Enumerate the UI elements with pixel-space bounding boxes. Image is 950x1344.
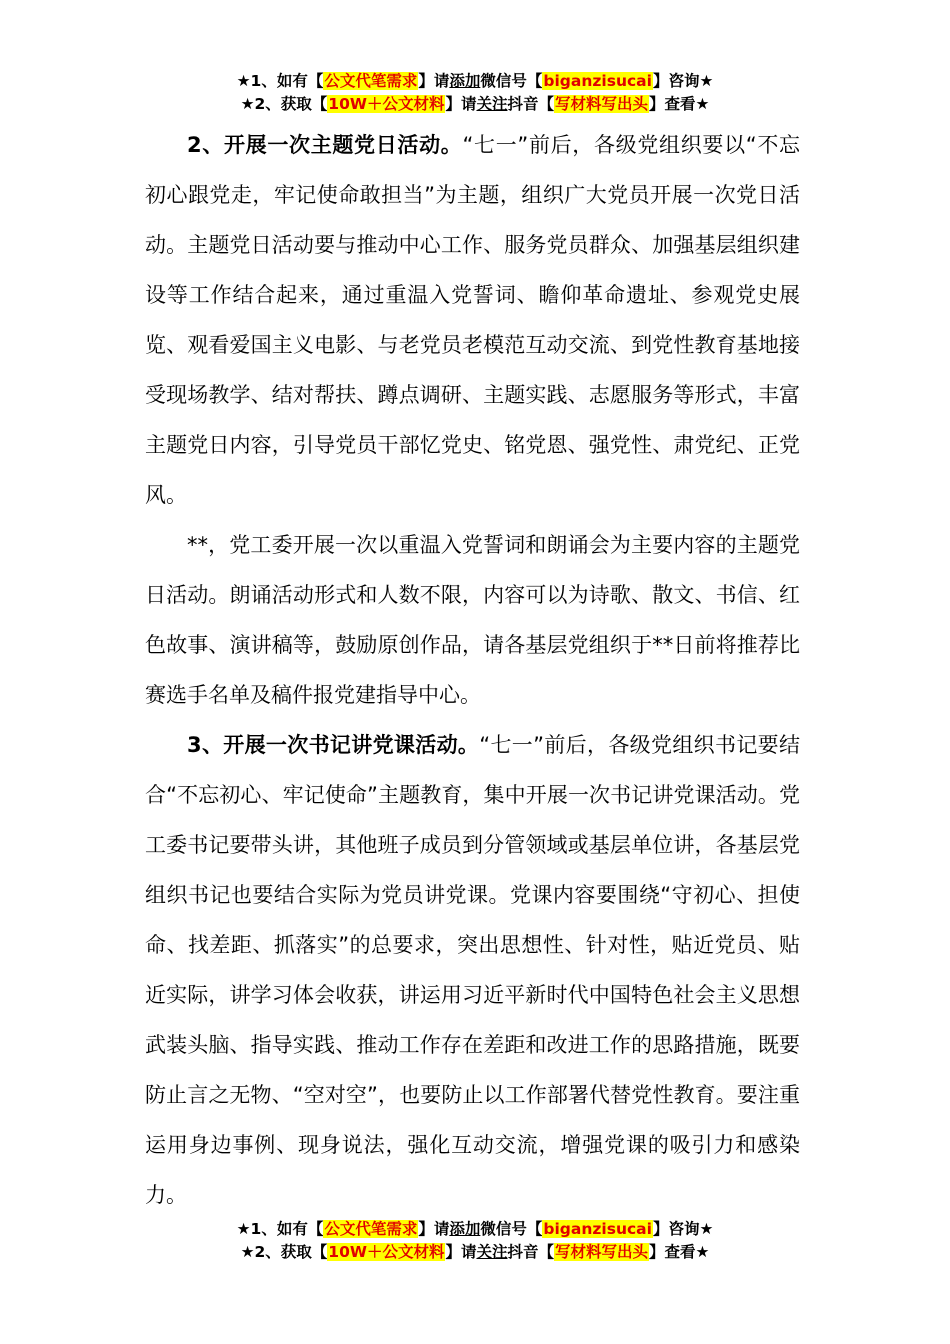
highlight-text: 写材料写出头 — [555, 1243, 649, 1261]
section-heading: 3、开展一次书记讲党课活动。 — [187, 733, 480, 757]
promo-footer — [0, 1218, 950, 1264]
promo-line-1: ★1、如有【公文代笔需求】请添加微信号【biganzisucai】咨询★ — [236, 1220, 714, 1238]
paragraph: 2、开展一次主题党日活动。“七一”前后，各级党组织要以“不忘初心跟党走，牢记使命敢担当”为主题，组织广大党员开展一次党日活动。主题党日活动要与推动中心工作、服务党员群众、加强基层组织建设等工作结合起来，通过重温入党誓词、瞻仰革命遗址、参观党史展览、观看爱国主义电影、与老党员老模范互动交流、到党性教育基地接受现场教学、结对帮扶、蹲点调研、主题实践、志愿服务等形式，丰富主题党日内容，引导党员干部忆党史、铭党恩、强党性、肃党纪、正党风。 — [145, 133, 800, 507]
promo-line-2: ★2、获取【10W＋公文材料】请关注抖音【写材料写出头】查看★ — [240, 1243, 710, 1261]
star-icon: ★ — [236, 1220, 251, 1238]
paragraph: 3、开展一次书记讲党课活动。“七一”前后，各级党组织书记要结合“不忘初心、牢记使命”主题教育，集中开展一次书记讲党课活动。党工委书记要带头讲，其他班子成员到分管领域或基层单位讲，各基层党组织书记也要结合实际为党员讲党课。党课内容要围绕“守初心、担使命、找差距、抓落实”的总要求，突出思想性、针对性，贴近党员、贴近实际，讲学习体会收获，讲运用习近平新时代中国特色社会主义思想武装头脑、指导实践、推动工作存在差距和改进工作的思路措施，既要防止言之无物、“空对空”，也要防止以工作部署代替党性教育。要注重运用身边事例、现身说法，强化互动交流，增强党课的吸引力和感染力。 — [145, 733, 800, 1207]
section-heading: 2、开展一次主题党日活动。 — [187, 133, 463, 157]
highlight-text: 公文代笔需求 — [324, 1220, 418, 1238]
star-icon: ★ — [236, 72, 251, 90]
highlight-text: 10W＋公文材料 — [328, 95, 445, 113]
promo-header — [0, 70, 950, 116]
highlight-text: 公文代笔需求 — [324, 72, 418, 90]
promo-line-2: ★2、获取【10W＋公文材料】请关注抖音【写材料写出头】查看★ — [240, 95, 710, 113]
highlight-text: biganzisucai — [543, 72, 652, 90]
highlight-text: 写材料写出头 — [555, 95, 649, 113]
paragraph: **，党工委开展一次以重温入党誓词和朗诵会为主要内容的主题党日活动。朗诵活动形式和人数不限，内容可以为诗歌、散文、书信、红色故事、演讲稿等，鼓励原创作品，请各基层党组织于**日前将推荐比赛选手名单及稿件报党建指导中心。 — [145, 533, 800, 707]
highlight-text: 10W＋公文材料 — [328, 1243, 445, 1261]
document-body — [145, 120, 800, 1220]
star-icon: ★ — [240, 95, 255, 113]
highlight-text: biganzisucai — [543, 1220, 652, 1238]
promo-line-1: ★1、如有【公文代笔需求】请添加微信号【biganzisucai】咨询★ — [236, 72, 714, 90]
star-icon: ★ — [240, 1243, 255, 1261]
